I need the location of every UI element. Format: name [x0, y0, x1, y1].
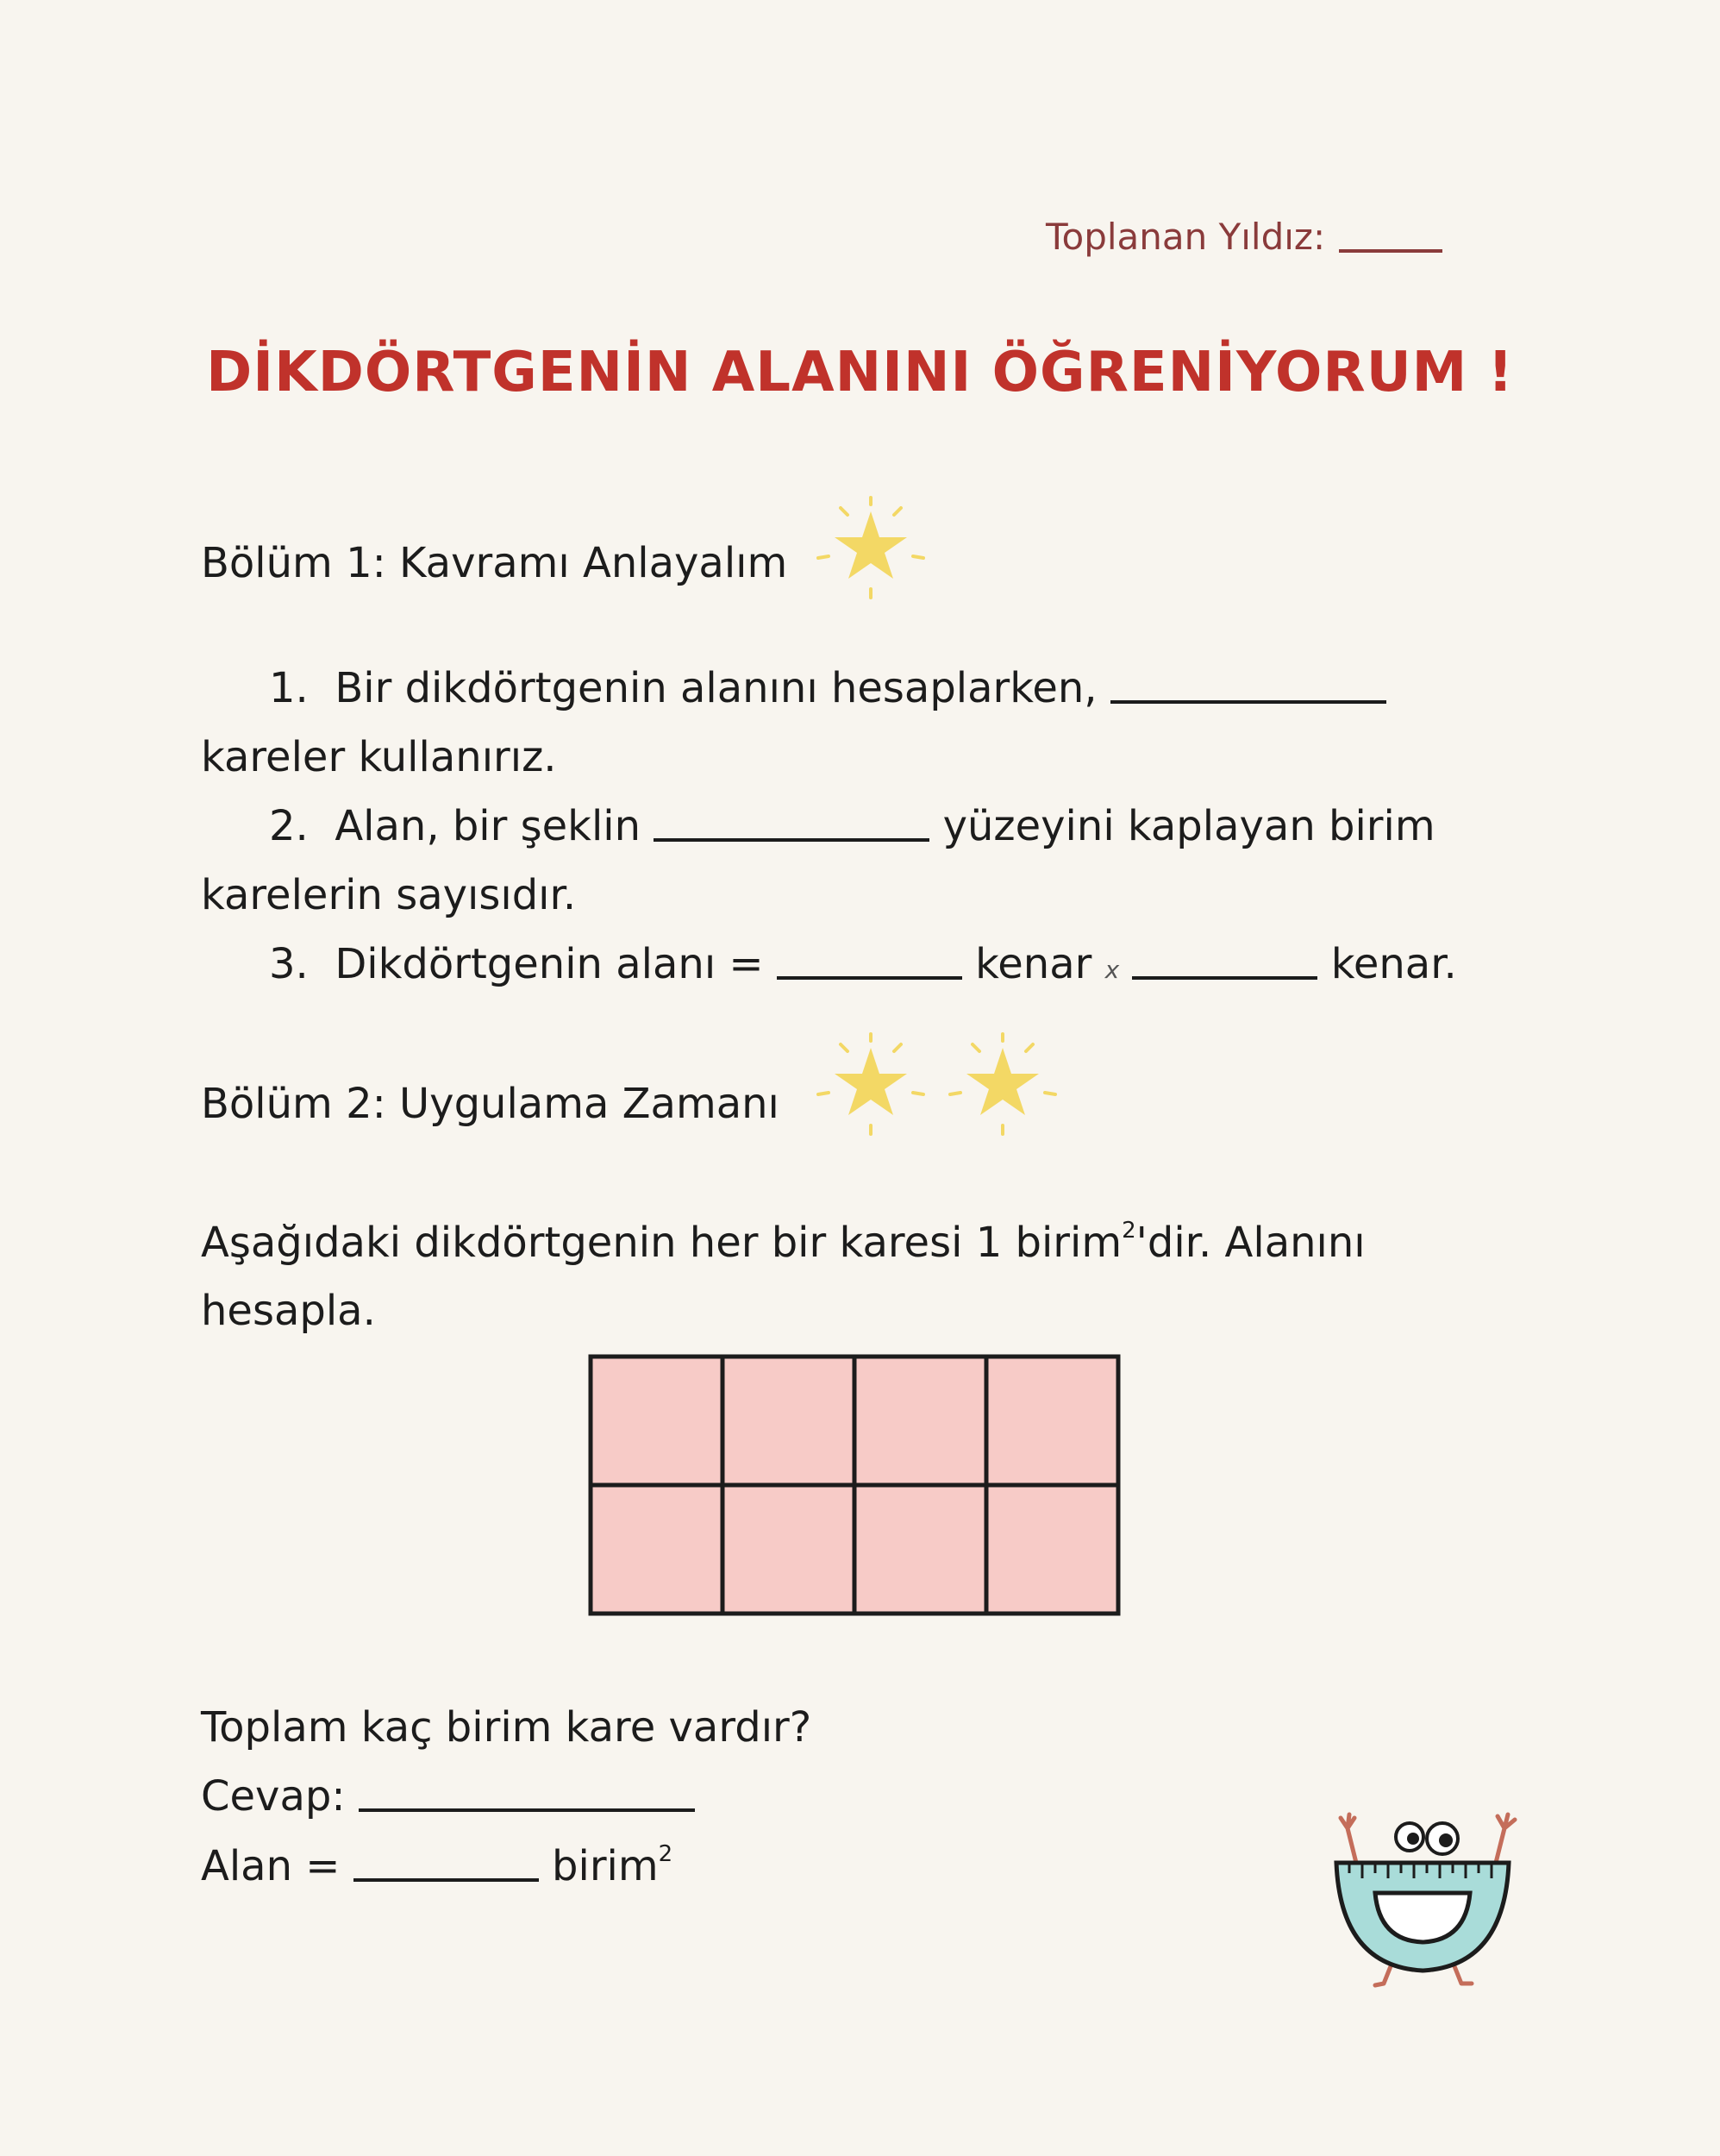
area-superscript: 2	[658, 1841, 673, 1867]
question-1-blank[interactable]	[1110, 666, 1386, 704]
instruction-line-1	[201, 1218, 1366, 1267]
area-label: Alan =	[201, 1842, 341, 1890]
area-line	[201, 1841, 672, 1890]
question-2-number: 2.	[269, 802, 309, 850]
question-3-line	[269, 940, 1457, 988]
question-3-text-c: kenar.	[1330, 940, 1457, 988]
instruction-text-b: 'dir. Alanını	[1135, 1219, 1366, 1267]
question-2-text-a: Alan, bir şeklin	[335, 802, 641, 850]
answer-line	[201, 1772, 695, 1821]
question-1-text-b: kareler kullanırız.	[201, 733, 557, 781]
question-1-line-a	[269, 664, 1386, 712]
section1-heading: Bölüm 1: Kavramı Anlayalım	[201, 539, 788, 587]
answer-label: Cevap:	[201, 1772, 346, 1821]
instruction-superscript: 2	[1122, 1218, 1136, 1244]
total-question: Toplam kaç birim kare vardır?	[201, 1703, 812, 1752]
ruler-mascot-icon	[1323, 1802, 1522, 1992]
section2-heading: Bölüm 2: Uygulama Zamanı	[201, 1080, 779, 1128]
question-3-blank-1[interactable]	[777, 942, 962, 980]
area-blank[interactable]	[353, 1844, 539, 1882]
instruction-text-a: Aşağıdaki dikdörtgenin her bir karesi 1 birim	[201, 1219, 1123, 1267]
star-score-blank[interactable]	[1339, 249, 1442, 253]
unit-square	[722, 1485, 854, 1614]
question-3-blank-2[interactable]	[1132, 942, 1317, 980]
question-2-line-a	[269, 802, 1435, 850]
star-icon	[815, 1032, 927, 1136]
area-unit: birim	[552, 1842, 659, 1890]
star-score	[1046, 216, 1442, 258]
unit-square	[591, 1485, 722, 1614]
page-title: DİKDÖRTGENİN ALANINI ÖĞRENİYORUM !	[206, 341, 1514, 404]
unit-square-grid	[586, 1352, 1125, 1623]
star-icon	[815, 496, 927, 599]
star-score-label: Toplanan Yıldız:	[1046, 216, 1326, 258]
question-3-text-b: kenar	[975, 940, 1092, 988]
question-1-text-a: Bir dikdörtgenin alanını hesaplarken,	[335, 664, 1098, 712]
unit-square	[722, 1357, 854, 1485]
star-icon	[947, 1032, 1059, 1136]
question-2-text-b: yüzeyini kaplayan birim	[942, 802, 1435, 850]
answer-blank[interactable]	[359, 1774, 695, 1812]
instruction-text-c: hesapla.	[201, 1287, 376, 1335]
question-2-blank[interactable]	[654, 804, 929, 842]
unit-square	[986, 1485, 1118, 1614]
unit-square	[854, 1485, 986, 1614]
question-2-text-c: karelerin sayısıdır.	[201, 871, 577, 919]
unit-square	[986, 1357, 1118, 1485]
unit-square	[591, 1357, 722, 1485]
question-1-number: 1.	[269, 664, 309, 712]
times-sign: x	[1104, 956, 1120, 984]
question-3-number: 3.	[269, 940, 309, 988]
unit-square	[854, 1357, 986, 1485]
question-3-text-a: Dikdörtgenin alanı =	[335, 940, 764, 988]
